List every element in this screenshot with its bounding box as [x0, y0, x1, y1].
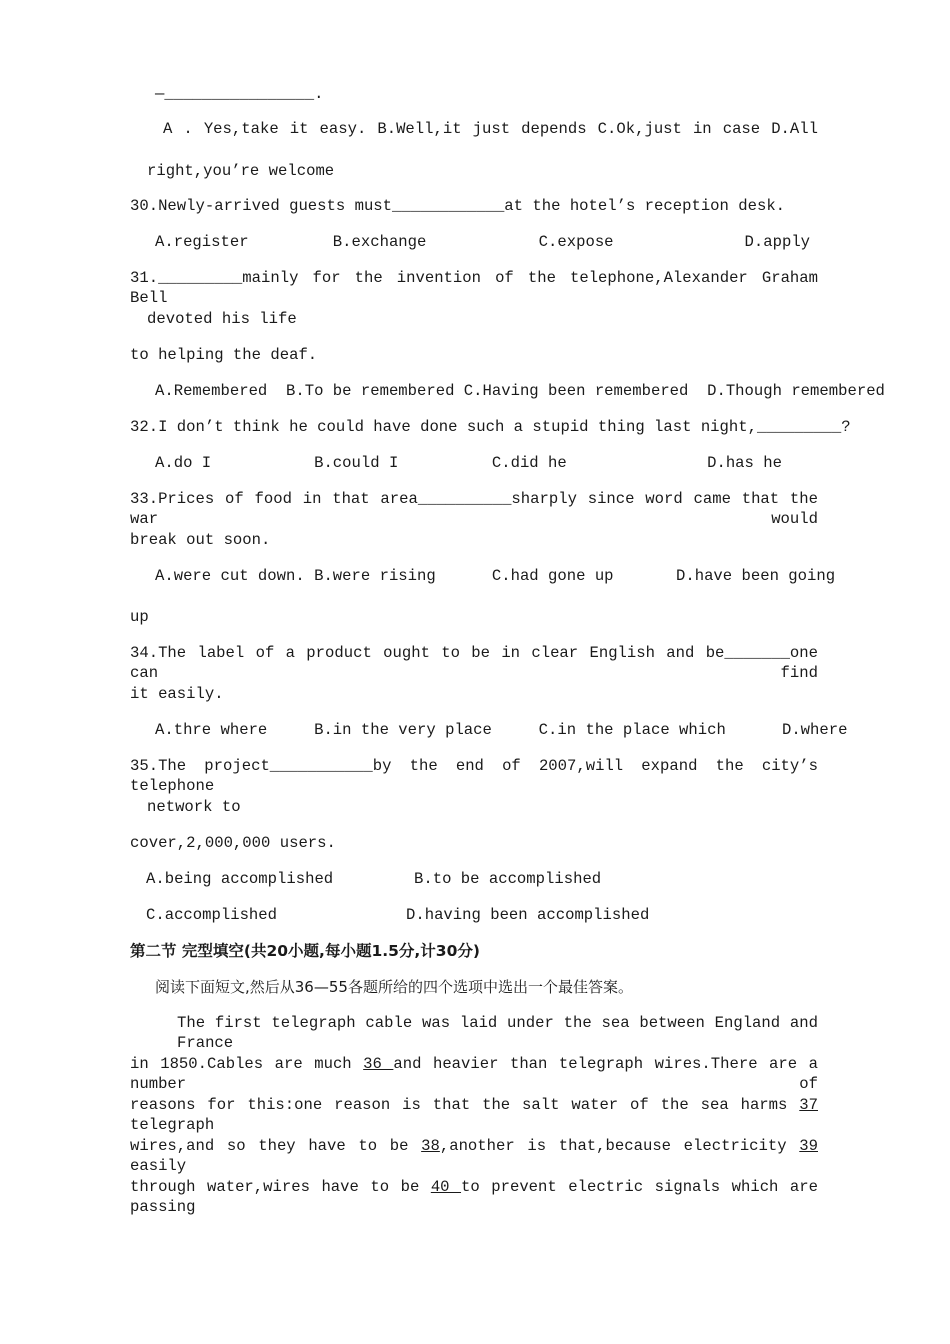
question-31-cont2: to helping the deaf. [130, 346, 318, 364]
blank-36: 36 [363, 1055, 394, 1073]
question-30-options: A.register B.exchange C.expose D.apply [155, 233, 811, 251]
question-33-cont: break out soon. [130, 531, 271, 549]
question-35-option-b: B.to be accomplished [414, 870, 602, 888]
question-29-options: A . Yes,take it easy. B.Well,it just depends C.Ok,just in case D.All [163, 120, 818, 138]
question-31-cont: devoted his life [147, 310, 297, 328]
question-31-options: A.Remembered B.To be remembered C.Having been remembered D.Though remembered [155, 382, 885, 400]
question-31: 31._________mainly for the invention of the telephone,Alexander Graham Bell [130, 269, 818, 307]
question-35-option-d: D.having been accomplished [406, 906, 650, 924]
question-35-cont2: cover,2,000,000 users. [130, 834, 336, 852]
passage-line-2: in 1850.Cables are much 36 and heavier than telegraph wires.There are a number of [130, 1055, 818, 1093]
question-30: 30.Newly-arrived guests must____________at the hotel’s reception desk. [130, 197, 786, 215]
question-33-option-d: D.have been going [676, 567, 836, 585]
passage-line-4: wires,and so they have to be 38,another is that,because electricity 39 easily [130, 1137, 818, 1175]
question-34-options: A.thre where B.in the very place C.in the place which D.where [155, 721, 848, 739]
question-35: 35.The project___________by the end of 2007,will expand the city’s telephone [130, 757, 818, 795]
question-34-cont: it easily. [130, 685, 224, 703]
blank-38: 38 [421, 1137, 440, 1155]
blank-40: 40 [430, 1178, 462, 1196]
answer-blank-line: —________________. [155, 85, 324, 103]
question-33-options-cont: up [130, 608, 149, 626]
question-33: 33.Prices of food in that area__________sharply since word came that the war would [130, 490, 818, 528]
question-34: 34.The label of a product ought to be in clear English and be_______one can find [130, 644, 818, 682]
question-35-option-a: A.being accomplished [146, 870, 334, 888]
question-32: 32.I don’t think he could have done such a stupid thing last night,_________? [130, 418, 851, 436]
question-35-option-c: C.accomplished [146, 906, 278, 924]
section-heading: 第二节 完型填空(共20小题,每小题1.5分,计30分) [130, 942, 480, 960]
question-33-options: A.were cut down. B.were rising C.had gone up [155, 567, 614, 585]
passage-line-1: The first telegraph cable was laid under the sea between England and France [177, 1014, 818, 1052]
question-32-options: A.do I B.could I C.did he D.has he [155, 454, 782, 472]
question-29-options-cont: right,you’re welcome [147, 162, 335, 180]
blank-39: 39 [799, 1137, 818, 1155]
question-35-cont: network to [147, 798, 241, 816]
section-instruction: 阅读下面短文,然后从36—55各题所给的四个选项中选出一个最佳答案。 [155, 978, 633, 996]
passage-line-5: through water,wires have to be 40 to prevent electric signals which are passing [130, 1178, 818, 1216]
blank-37: 37 [799, 1096, 818, 1114]
passage-line-3: reasons for this:one reason is that the salt water of the sea harms 37 telegraph [130, 1096, 818, 1134]
